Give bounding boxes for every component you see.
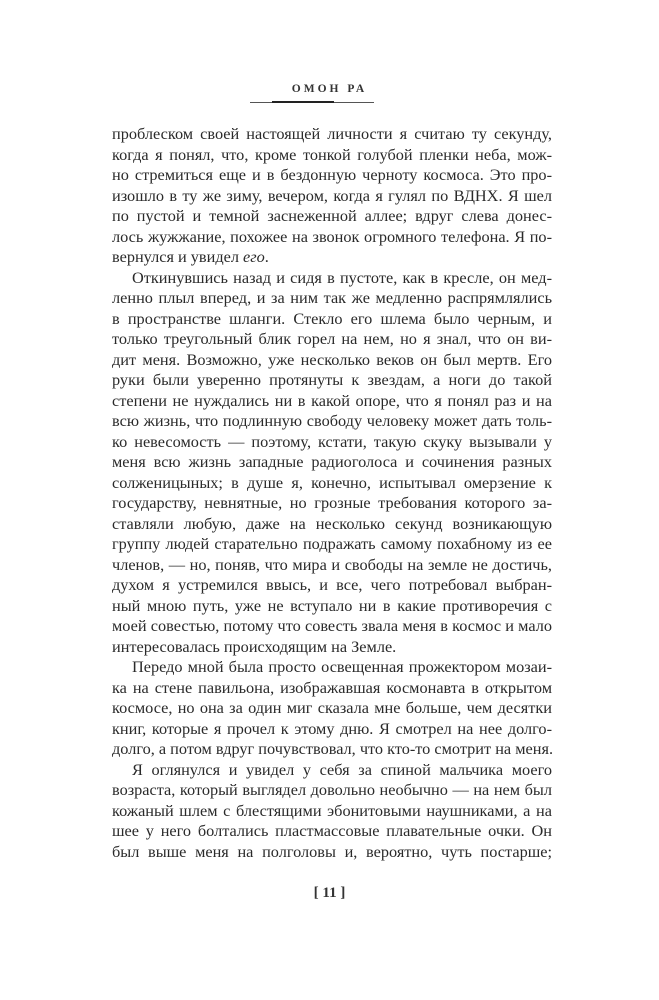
text-line bbox=[112, 268, 552, 289]
text-line bbox=[112, 493, 552, 514]
text-line-content: в пространстве шланги. Стекло его шлема было черным, и bbox=[112, 308, 552, 328]
text-line bbox=[112, 534, 552, 555]
text-line-content: степени не нуждались ни в какой опоре, что я понял раз и на bbox=[112, 390, 552, 410]
text-line-content: ставляли любую, даже на несколько секунд возникающую bbox=[112, 513, 552, 533]
text-line bbox=[112, 391, 552, 412]
text-line bbox=[112, 760, 552, 781]
text-line bbox=[112, 452, 552, 473]
text-line-content: ка на стене павильона, изображавшая космонавта в открытом bbox=[112, 677, 552, 697]
text-line-content: шее у него болтались пластмассовые плавательные очки. Он bbox=[112, 821, 552, 840]
text-line bbox=[112, 842, 552, 863]
text-line-content: когда я понял, что, кроме тонкой голубой пленки неба, мож- bbox=[112, 144, 552, 164]
page-number: [ 11 ] bbox=[313, 885, 346, 901]
text-line-content: солженицыных; в душе я, конечно, испытывал омерзение к bbox=[112, 472, 552, 492]
text-line bbox=[112, 227, 552, 248]
text-line bbox=[112, 288, 552, 309]
text-line-content: вернулся и увидел bbox=[112, 247, 244, 266]
text-line bbox=[112, 206, 552, 227]
text-line bbox=[112, 329, 552, 350]
text-line bbox=[112, 596, 552, 617]
body-text bbox=[112, 124, 552, 862]
text-line-content: по пустой и темной заснеженной аллее; вдруг слева донес- bbox=[112, 206, 552, 225]
text-line-content: Передо мной была просто освещенная прожектором мозаи- bbox=[132, 657, 552, 676]
text-line-content: духом я устремился ввысь, и все, чего потребовал выбран- bbox=[112, 575, 552, 594]
text-line bbox=[112, 370, 552, 391]
text-line bbox=[112, 247, 552, 268]
text-line bbox=[112, 616, 552, 637]
text-line-content: ко невесомость — поэтому, кстати, такую скуку вызывали у bbox=[112, 431, 552, 451]
text-line bbox=[112, 411, 552, 432]
text-line bbox=[112, 350, 552, 371]
text-line-content: возраста, который выглядел довольно необычно — на нем был bbox=[112, 780, 552, 799]
text-line-content: но стремиться еще и в бездонную черноту космоса. Это про- bbox=[112, 165, 552, 184]
text-line bbox=[112, 473, 552, 494]
text-line-content: долго, а потом вдруг почувствовал, что кто-то смотрит на меня. bbox=[112, 739, 554, 758]
running-head: ОМОН РА bbox=[291, 83, 368, 95]
text-line-content: Откинувшись назад и сидя в пустоте, как в кресле, он мед- bbox=[132, 267, 552, 287]
text-line bbox=[112, 657, 552, 678]
text-line bbox=[112, 309, 552, 330]
text-line-content: был выше меня на полголовы и, вероятно, чуть постарше; bbox=[112, 841, 552, 861]
text-line bbox=[112, 124, 552, 145]
text-line bbox=[112, 698, 552, 719]
text-line bbox=[112, 739, 552, 760]
text-line bbox=[112, 821, 552, 842]
text-line-content: группу людей старательно подражать самому похабному из ее bbox=[112, 534, 552, 553]
punctuation: . bbox=[264, 247, 269, 266]
text-line-content: ленно плыл вперед, и за ним так же медленно распрямлялись bbox=[112, 288, 552, 307]
text-line bbox=[112, 186, 552, 207]
text-line-content: всю жизнь, что подлинную свободу человеку может дать толь- bbox=[112, 411, 552, 430]
text-line bbox=[112, 555, 552, 576]
text-line-content: космосе, но она за один миг сказала мне больше, чем десятки bbox=[112, 698, 552, 717]
text-line-content: книг, которые я прочел к этому дню. Я смотрел на нее долго- bbox=[112, 718, 552, 738]
text-line-content: интересовалась происходящим на Земле. bbox=[112, 636, 397, 656]
text-line-content: изошло в ту же зиму, вечером, когда я гулял по ВДНХ. Я шел bbox=[112, 185, 552, 205]
text-line-content: государству, невнятные, но грозные требования которого за- bbox=[112, 493, 552, 512]
text-line-content: проблеском своей настоящей личности я считаю ту секунду, bbox=[112, 124, 552, 143]
text-line-content: меня всю жизнь западные радиоголоса и сочинения разных bbox=[112, 452, 552, 471]
text-line bbox=[112, 575, 552, 596]
text-line bbox=[112, 780, 552, 801]
text-line-content: руки были уверенно протянуты к звездам, а ноги до такой bbox=[112, 370, 552, 389]
italic-word: его bbox=[243, 247, 265, 266]
text-line bbox=[112, 145, 552, 166]
text-line bbox=[112, 801, 552, 822]
text-line bbox=[112, 637, 552, 658]
text-line bbox=[112, 719, 552, 740]
text-line-content: только треугольный блик горел на нем, но я знал, что он ви- bbox=[112, 329, 552, 348]
text-line bbox=[112, 514, 552, 535]
text-line bbox=[112, 165, 552, 186]
header-rule-accent bbox=[272, 101, 334, 103]
text-line-content: Я оглянулся и увидел у себя за спиной мальчика моего bbox=[132, 759, 552, 779]
text-line-content: дит меня. Возможно, уже несколько веков он был мертв. Его bbox=[112, 349, 552, 369]
text-line bbox=[112, 432, 552, 453]
text-line-content: лось жужжание, похожее на звонок огромного телефона. Я по- bbox=[112, 226, 552, 246]
text-line-content: кожаный шлем с блестящими эбонитовыми наушниками, а на bbox=[112, 800, 552, 820]
text-line-content: членов, — но, поняв, что мира и свободы на земле не достичь, bbox=[112, 554, 552, 574]
text-line bbox=[112, 678, 552, 699]
text-line-content: моей совестью, потому что совесть звала меня в космос и мало bbox=[112, 616, 552, 635]
text-line-content: ный мною путь, уже не вступало ни в какие противоречия с bbox=[112, 595, 552, 615]
